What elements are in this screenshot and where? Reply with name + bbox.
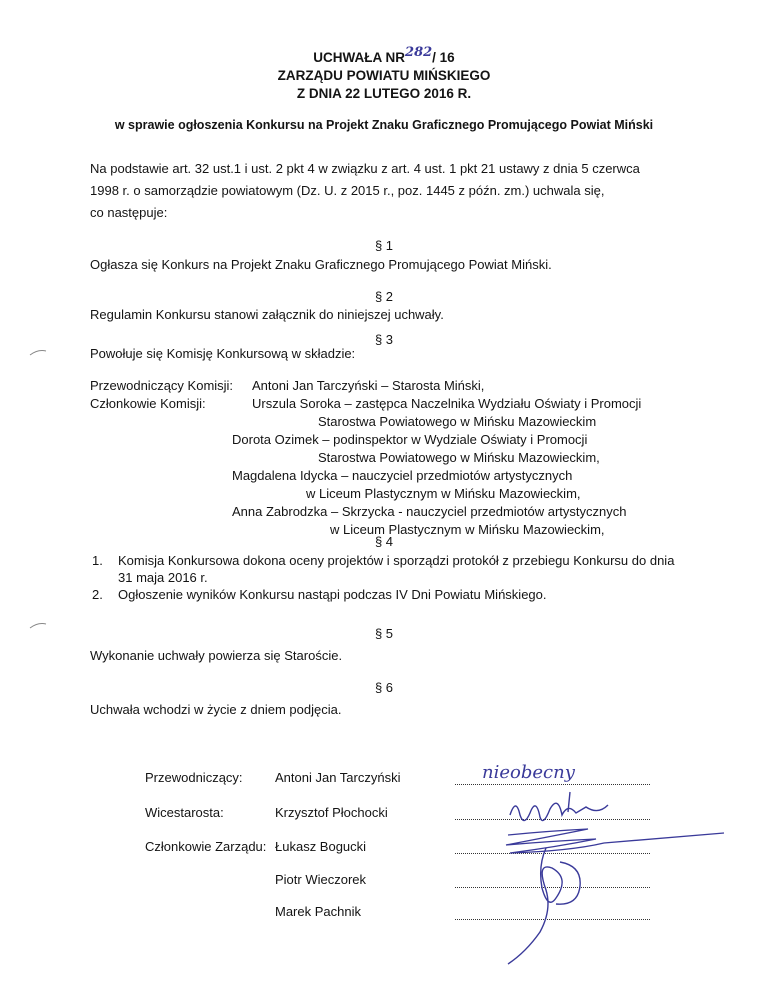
signature-role-vice: Wicestarosta:: [145, 805, 224, 820]
section-5-mark: § 5: [374, 626, 394, 641]
committee-chair-label: Przewodniczący Komisji:: [90, 378, 234, 393]
section-6-text: Uchwała wchodzi w życie z dniem podjęcia.: [90, 702, 342, 717]
signature-name-member-3: Marek Pachnik: [275, 904, 361, 919]
section-3-mark: § 3: [374, 332, 394, 347]
handwritten-absent-note: nieobecny: [482, 762, 575, 783]
preamble-line-2: 1998 r. o samorządzie powiatowym (Dz. U. z 2015 r., poz. 1445 z późn. zm.) uchwala się,: [90, 183, 605, 198]
preamble-line-1: Na podstawie art. 32 ust.1 i ust. 2 pkt 4 w związku z art. 4 ust. 1 pkt 21 ustawy z dnia 5 czerwca: [90, 161, 640, 176]
signature-role-chair: Przewodniczący:: [145, 770, 243, 785]
section-4-item-2-text: Ogłoszenie wyników Konkursu nastąpi podczas IV Dni Powiatu Mińskiego.: [118, 587, 547, 602]
section-4-item-1-number: 1.: [92, 553, 103, 568]
committee-member-2-line-2: Starostwa Powiatowego w Mińsku Mazowieckim,: [318, 450, 600, 465]
punch-mark-lower: [30, 624, 46, 629]
committee-member-1-line-1: Urszula Soroka – zastępca Naczelnika Wydziału Oświaty i Promocji: [252, 396, 642, 411]
committee-member-2-line-1: Dorota Ozimek – podinspektor w Wydziale Oświaty i Promocji: [232, 432, 588, 447]
committee-member-4-line-2: w Liceum Plastycznym w Mińsku Mazowieckim,: [330, 522, 605, 537]
resolution-date: Z DNIA 22 LUTEGO 2016 R.: [296, 86, 472, 101]
preamble-line-3: co następuje:: [90, 205, 168, 220]
resolution-board: ZARZĄDU POWIATU MIŃSKIEGO: [277, 68, 491, 83]
signature-member-1-strokes: [506, 829, 724, 853]
committee-member-4-line-1: Anna Zabrodzka – Skrzycka - nauczyciel przedmiotów artystycznych: [232, 504, 627, 519]
section-2-mark: § 2: [374, 289, 394, 304]
committee-member-3-line-1: Magdalena Idycka – nauczyciel przedmiotów artystycznych: [232, 468, 573, 483]
section-3-text: Powołuje się Komisję Konkursową w składzie:: [90, 346, 356, 361]
signature-name-vice: Krzysztof Płochocki: [275, 805, 388, 820]
committee-members-label: Członkowie Komisji:: [90, 396, 206, 411]
section-1-text: Ogłasza się Konkurs na Projekt Znaku Graficznego Promującego Powiat Miński.: [90, 257, 552, 272]
section-4-item-2-number: 2.: [92, 587, 103, 602]
committee-member-3-line-2: w Liceum Plastycznym w Mińsku Mazowieckim,: [306, 486, 581, 501]
section-1-mark: § 1: [374, 238, 394, 253]
section-4-item-1-line-1: Komisja Konkursowa dokona oceny projektów i sporządzi protokół z przebiegu Konkursu do dnia: [118, 553, 675, 568]
section-4-mark: § 4: [374, 534, 394, 549]
title-suffix: / 16: [432, 50, 455, 65]
committee-chair-value: Antoni Jan Tarczyński – Starosta Miński,: [252, 378, 485, 393]
signature-vice-strokes: [510, 792, 608, 821]
resolution-subject: w sprawie ogłoszenia Konkursu na Projekt Znaku Graficznego Promującego Powiat Miński: [114, 118, 654, 132]
punch-mark-upper: [30, 351, 46, 356]
section-6-mark: § 6: [374, 680, 394, 695]
signature-name-member-1: Łukasz Bogucki: [275, 839, 367, 854]
signature-role-members: Członkowie Zarządu:: [145, 839, 267, 854]
signature-name-member-2: Piotr Wieczorek: [275, 872, 367, 887]
signature-member-2-strokes: [508, 848, 580, 964]
handwritten-number: 282: [405, 45, 433, 60]
section-4-item-1-line-2: 31 maja 2016 r.: [118, 570, 208, 585]
title-prefix: UCHWAŁA NR: [313, 50, 406, 65]
section-2-text: Regulamin Konkursu stanowi załącznik do niniejszej uchwały.: [90, 307, 444, 322]
section-5-text: Wykonanie uchwały powierza się Staroście.: [90, 648, 343, 663]
signature-name-chair: Antoni Jan Tarczyński: [275, 770, 401, 785]
committee-member-1-line-2: Starostwa Powiatowego w Mińsku Mazowieckim: [318, 414, 597, 429]
